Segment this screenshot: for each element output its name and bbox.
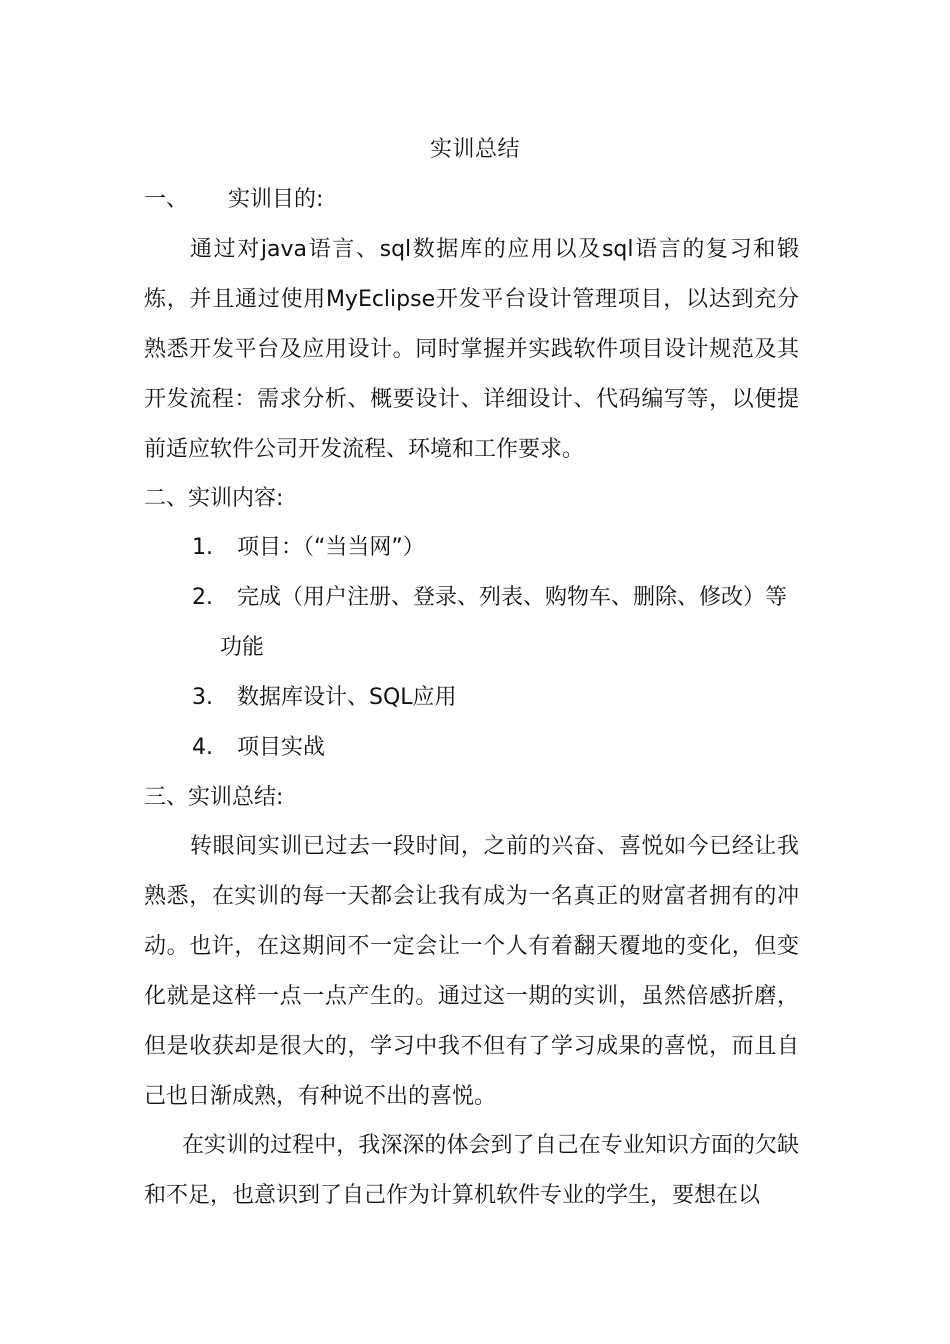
section-1-title: 实训目的: <box>228 187 324 212</box>
list-item-4 <box>192 723 800 773</box>
list-item-2-index: 2. <box>192 585 213 610</box>
section-3-paragraph-2: 在实训的过程中，我深深的体会到了自己在专业知识方面的欠缺和不足，也意识到了自己作为计算机软件专业的学生，要想在以 <box>144 1133 799 1208</box>
list-item-4-text: 项目实战 <box>237 735 326 760</box>
list-item-2-continuation: 功能 <box>220 635 265 660</box>
section-1-paragraph: 通过对java语言、sql数据库的应用以及sql语言的复习和锻炼，并且通过使用MyEclipse开发平台设计管理项目，以达到充分熟悉开发平台及应用设计。同时掌握并实践软件项目设计规范及其开发流程：需求分析、概要设计、详细设计、代码编写等，以便提前适应软件公司开发流程、环境和工作要求。 <box>144 237 799 462</box>
list-item-3-text: 数据库设计、SQL应用 <box>237 685 457 710</box>
section-3-heading: 三、实训总结: <box>144 785 284 810</box>
list-item-1-index: 1. <box>192 535 213 560</box>
list-item-4-index: 4. <box>192 735 213 760</box>
section-1-heading <box>144 184 323 216</box>
list-item-3 <box>192 673 800 723</box>
list-item-1-text: 项目：（“当当网”） <box>237 535 425 560</box>
list-item-2-text: 完成（用户注册、登录、列表、购物车、删除、修改）等 <box>237 585 788 610</box>
list-item-2 <box>192 573 800 673</box>
section-2-heading: 二、实训内容: <box>144 486 284 511</box>
section-3-paragraph-1: 转眼间实训已过去一段时间，之前的兴奋、喜悦如今已经让我熟悉，在实训的每一天都会让我有成为一名真正的财富者拥有的冲动。也许，在这期间不一定会让一个人有着翻天覆地的变化，但变化就是这样一点一点产生的。通过这一期的实训，虽然倍感折磨，但是收获却是很大的，学习中我不但有了学习成果的喜悦，而且自己也日渐成熟，有种说不出的喜悦。 <box>144 834 799 1109</box>
list-item-1 <box>192 523 800 573</box>
document-title: 实训总结 <box>429 137 520 162</box>
section-1-number: 一、 <box>144 187 189 212</box>
list-item-3-index: 3. <box>192 685 213 710</box>
